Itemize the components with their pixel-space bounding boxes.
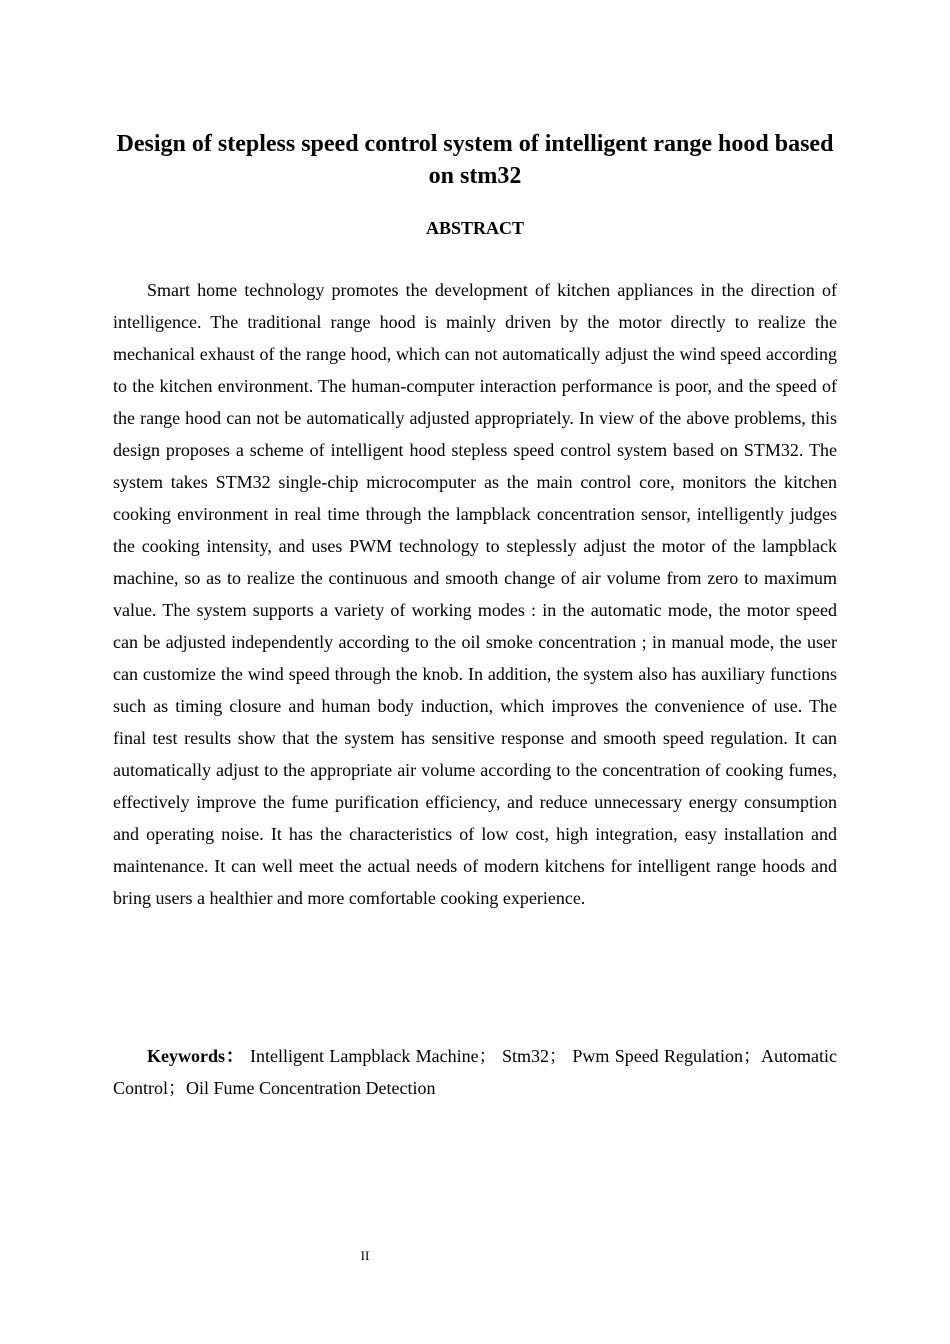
abstract-paragraph: Smart home technology promotes the development of kitchen appliances in the direction of intelligence. The traditional range hood is mainly driven by the motor directly to realize the mechanical exhaust of the range hood, which can not automatically adjust the wind speed according to the kitchen environment. The human-computer interaction performance is poor, and the speed of the range hood can not be automatically adjusted appropriately. In view of the above problems, this design proposes a scheme of intelligent hood stepless speed control system based on STM32. The system takes STM32 single-chip microcomputer as the main control core, monitors the kitchen cooking environment in real time through the lampblack concentration sensor, intelligently judges the cooking intensity, and uses PWM technology to steplessly adjust the motor of the lampblack machine, so as to realize the continuous and smooth change of air volume from zero to maximum value. The system supports a variety of working modes : in the automatic mode, the motor speed can be adjusted independently according to the oil smoke concentration ; in manual mode, the user can customize the wind speed through the knob. In addition, the system also has auxiliary functions such as timing closure and human body induction, which improves the convenience of use. The final test results show that the system has sensitive response and smooth speed regulation. It can automatically adjust to the appropriate air volume according to the concentration of cooking fumes, effectively improve the fume purification efficiency, and reduce unnecessary energy consumption and operating noise. It has the characteristics of low cost, high integration, easy installation and maintenance. It can well meet the actual needs of modern kitchens for intelligent range hoods and bring users a healthier and more comfortable cooking experience. bbox=[113, 280, 837, 908]
paper-title: Design of stepless speed control system of intelligent range hood based on stm32 bbox=[116, 131, 834, 189]
keywords-list: Intelligent Lampblack Machine； Stm32； Pwm Speed Regulation；Automatic Control；Oil Fume Concentration Detection bbox=[113, 1046, 837, 1098]
abstract-heading: ABSTRACT bbox=[425, 218, 525, 238]
keywords-label: Keywords： bbox=[147, 1046, 245, 1066]
keywords-paragraph bbox=[113, 1040, 837, 1104]
page-number: II bbox=[360, 1248, 370, 1263]
